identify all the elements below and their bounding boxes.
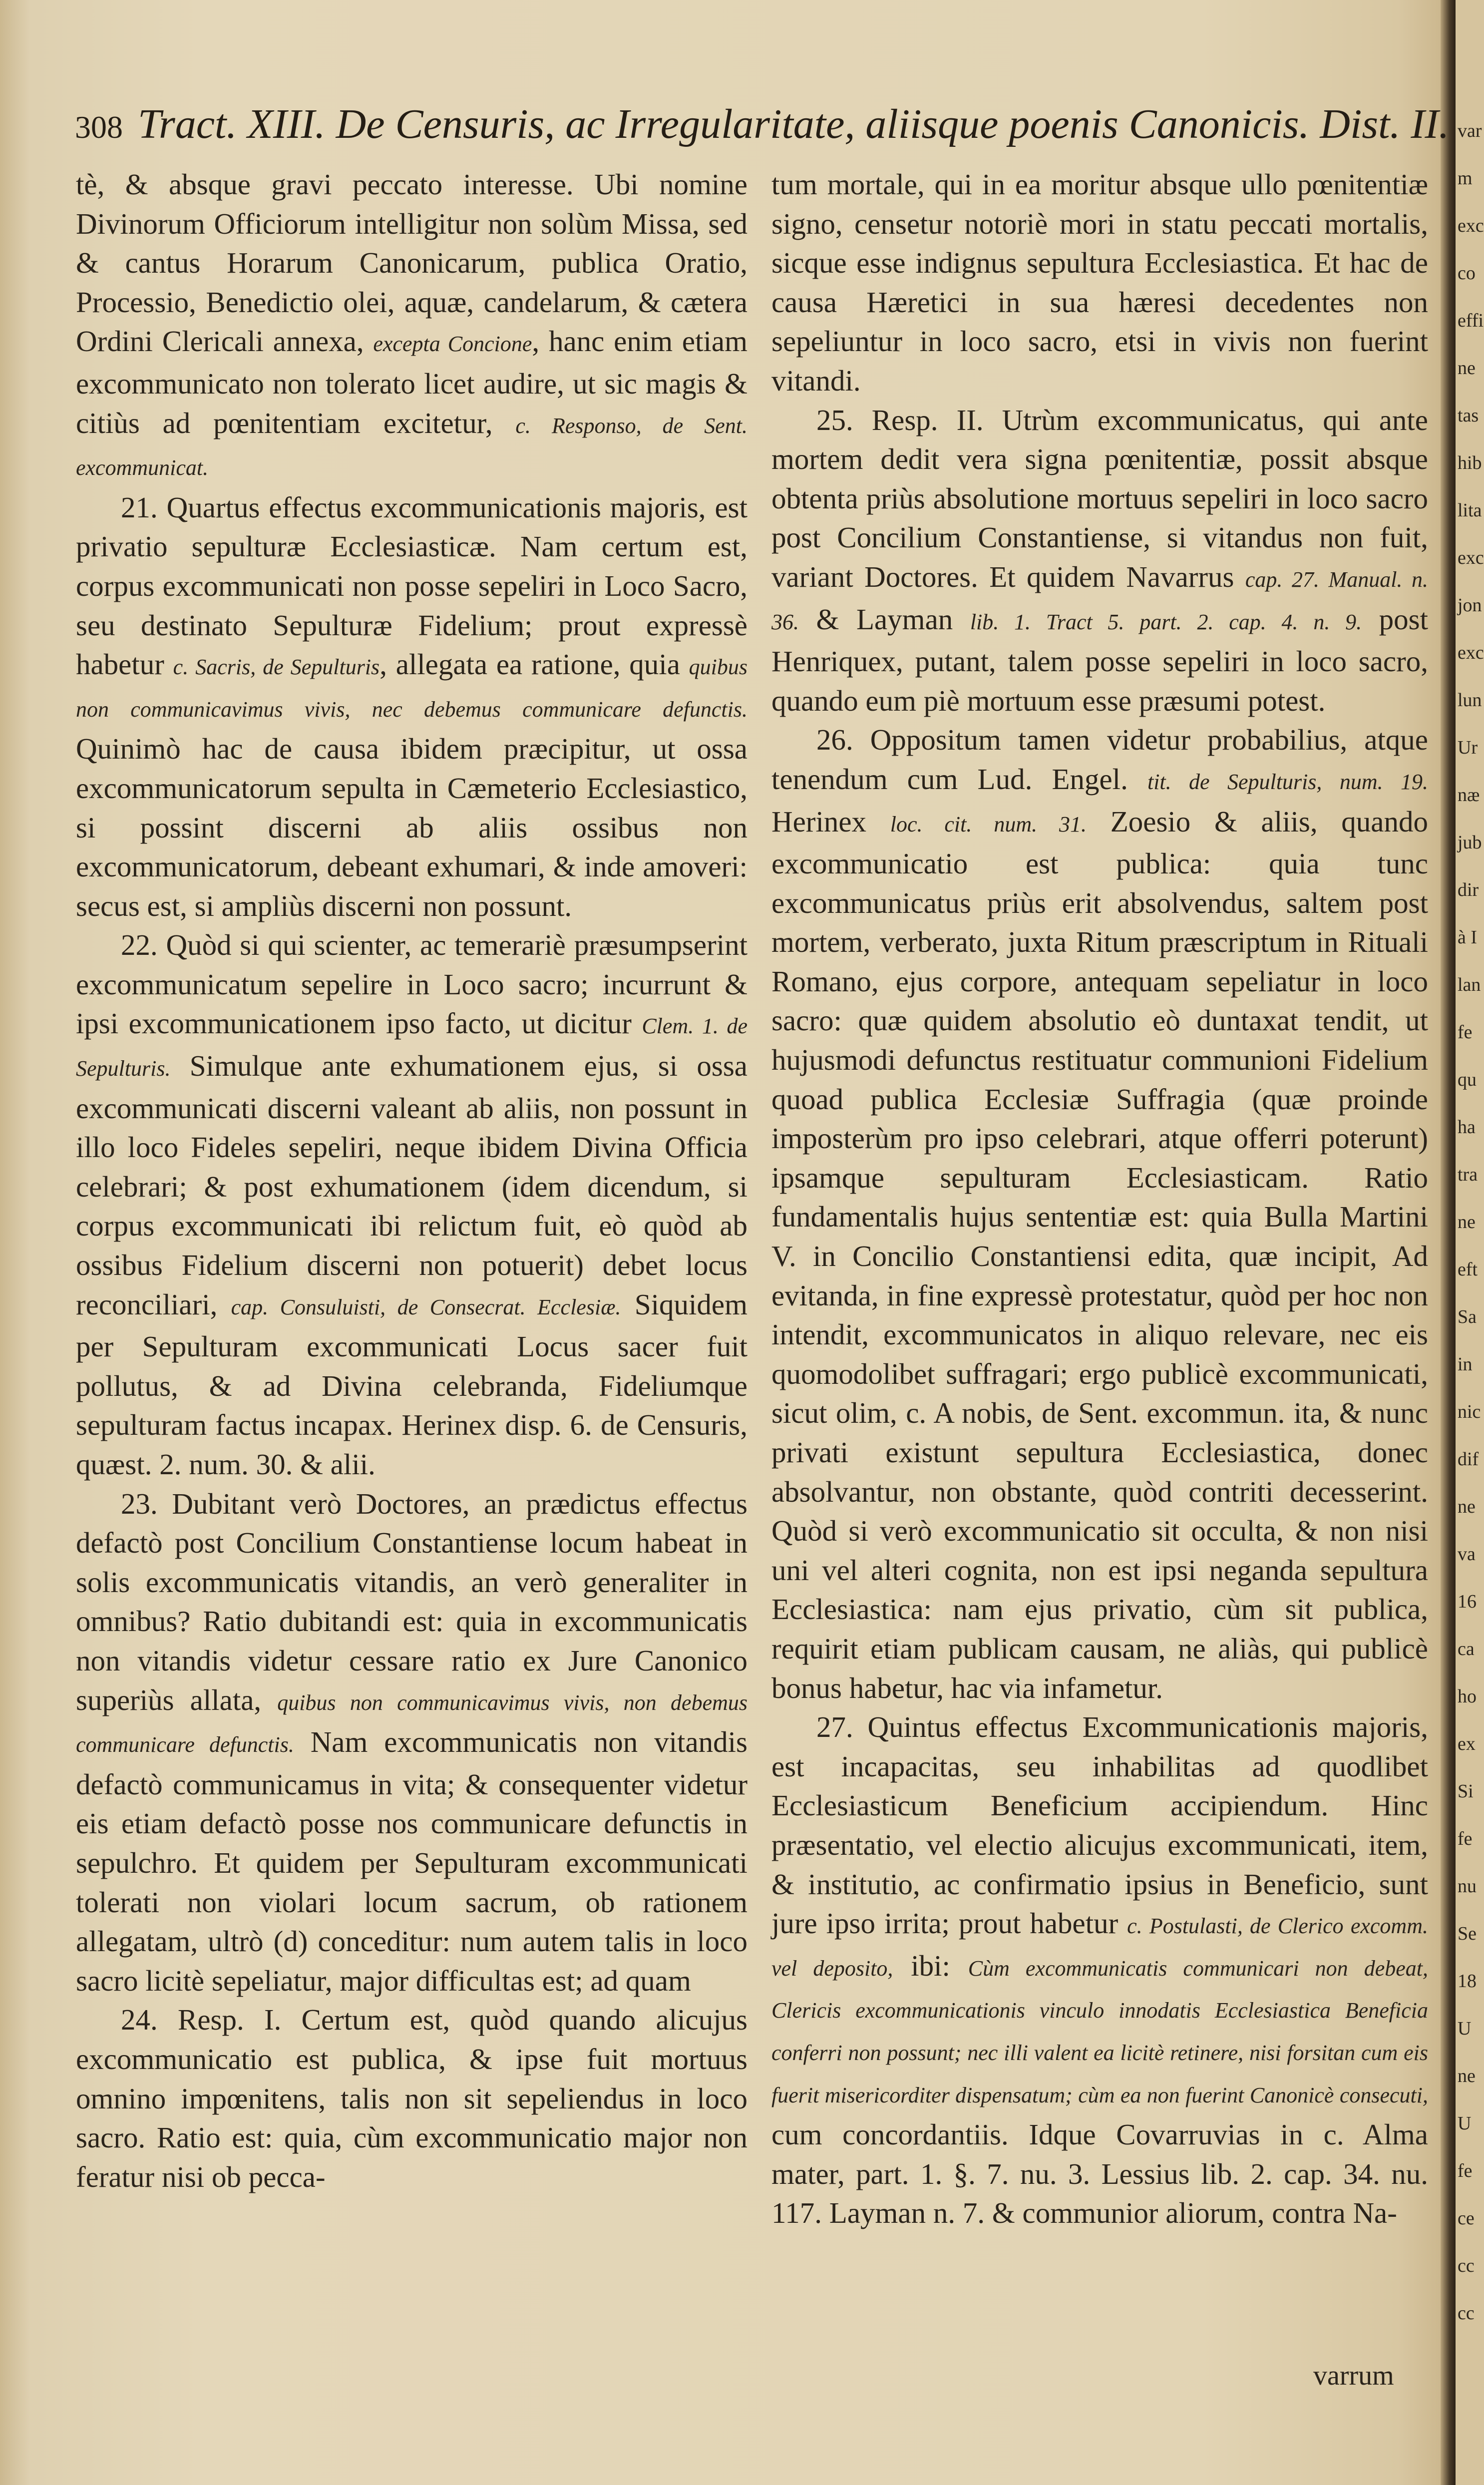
facing-page-edge [1456, 0, 1484, 2485]
right-column [771, 165, 1428, 2233]
citation-text: Clem. 1. de Sepulturis. [76, 1014, 748, 1081]
facing-page-fragment: ne [1458, 358, 1476, 379]
paragraph [771, 720, 1428, 1707]
citation-text: cap. Consuluisti, de Consecrat. Ecclesiæ. [231, 1294, 621, 1319]
facing-page-fragment: m [1458, 168, 1473, 189]
facing-page-fragment: hib [1458, 452, 1482, 473]
citation-text: c. Postulasti, de Clerico excomm. vel deposito, [771, 1914, 1428, 1981]
citation-text: lib. 1. Tract 5. part. 2. cap. 4. n. 9. [970, 609, 1362, 634]
facing-page-fragment: jon [1458, 595, 1482, 616]
paragraph [76, 488, 747, 926]
facing-page-fragment: ne [1458, 1212, 1476, 1233]
left-column [76, 165, 747, 2196]
citation-text: cap. 27. Manual. n. 36. [771, 567, 1428, 634]
facing-page-fragment: effi [1458, 310, 1484, 331]
facing-page-fragment: ca [1458, 1639, 1475, 1659]
facing-page-fragment: lun [1458, 690, 1482, 711]
facing-page-fragment: in [1458, 1354, 1473, 1375]
body-text: 21. Quartus effectus excommunicationis majoris, est privatio sepulturæ Ecclesiasticæ. Nam certum est, corpus excommunicati non posse sepeliri in Loco Sacro, seu destinato Sepulturæ Fidelium; prout expressè habetur [76, 490, 747, 681]
facing-page-fragment: Sa [1458, 1306, 1477, 1327]
facing-page-fragment: næ [1458, 785, 1480, 806]
body-text: Simulque ante exhumationem ejus, si ossa excommunicati discerni valeant ab aliis, non possunt in illo loco Fideles sepeliri, neque ibidem Divina Officia celebrari; & post exhumationem (idem dicendum, si corpus excommunicati ibi relictum fuit, eò quòd ab ossibus Fidelium discerni non potuerit) debet locus reconciliari, [76, 1049, 747, 1321]
running-header [75, 100, 1450, 160]
facing-page-fragment: fe [1458, 1828, 1473, 1849]
book-gutter [1441, 0, 1456, 2485]
facing-page-fragment: nic [1458, 1401, 1481, 1422]
body-text: ibi: [893, 1949, 968, 1982]
facing-page-fragment: exc [1458, 642, 1484, 663]
facing-page-fragment: ex [1458, 1733, 1476, 1754]
body-text: Siquidem per Sepulturam excommunicati Locus sacer fuit pollutus, & ad Divina celebranda, Fideliumque sepulturam factus incapax. Herinex disp. 6. de Censuris, quæst. 2. num. 30. & alii. [76, 1287, 747, 1481]
facing-page-fragment: tas [1458, 405, 1479, 426]
facing-page-fragment: ce [1458, 2208, 1475, 2229]
body-text: 27. Quintus effectus Excommunicationis majoris, est incapacitas, seu inhabilitas ad quodlibet Ecclesiasticum Beneficium accipiendum. Hinc præsentatio, vel electio alicujus excommunicati, item, & institutio, ac confirmatio ipsius in Beneficio, sunt jure ipso irrita; prout habetur [771, 1710, 1428, 1940]
facing-page-fragment: cc [1458, 2303, 1475, 2324]
paragraph [76, 165, 747, 488]
facing-page-fragment: U [1458, 2113, 1472, 2134]
facing-page-fragment: 18 [1458, 1971, 1477, 1992]
citation-text: quibus non communicavimus vivis, non debemus communicare defunctis. [76, 1690, 748, 1757]
paragraph [771, 165, 1428, 401]
facing-page-fragment: ne [1458, 2066, 1476, 2086]
citation-text: excepta Concione [373, 332, 532, 357]
facing-page-fragment: tra [1458, 1164, 1478, 1185]
body-text: 23. Dubitant verò Doctores, an prædictus effectus defactò post Concilium Constantiense locum habeat in solis excommunicatis vitandis, an verò generaliter in omnibus? Ratio dubitandi est: quia in excommunicatis non vitandis videtur cessare ratio ex Jure Canonico superiùs allata, [76, 1487, 747, 1716]
facing-page-fragment: Se [1458, 1923, 1477, 1944]
facing-page-fragment: qu [1458, 1069, 1477, 1090]
citation-text: loc. cit. num. 31. [890, 812, 1087, 836]
facing-page-fragment: jub [1458, 832, 1482, 853]
facing-page-fragment: nu [1458, 1876, 1477, 1897]
facing-page-fragment: à I [1458, 927, 1478, 948]
running-title: Tract. XIII. De Censuris, ac Irregularitate, aliisque poenis Canonicis. Dist. II. [138, 101, 1450, 147]
body-text: 22. Quòd si qui scienter, ac temerariè præsumpserint excommunicatum sepelire in Loco sacro; incurrunt & ipsi excommunicationem ipso facto, ut dicitur [76, 928, 747, 1040]
body-text: tè, & absque gravi peccato interesse. Ubi nomine Divinorum Officiorum intelligitur non solùm Missa, sed & cantus Horarum Canonicarum, publica Oratio, Processio, Benedictio olei, aquæ, candelarum, & cætera Ordini Clericali annexa, [76, 168, 747, 358]
body-text: , allegata ea ratione, quia [379, 648, 689, 681]
body-text: 26. Oppositum tamen videtur probabilius, atque tenendum cum Lud. Engel. [771, 723, 1428, 796]
facing-page-fragment: var [1458, 120, 1482, 141]
facing-page-fragment: lan [1458, 974, 1481, 995]
facing-page-fragment: dif [1458, 1449, 1479, 1470]
body-text: cum concordantiis. Idque Covarruvias in c. Alma mater, part. 1. §. 7. nu. 3. Lessius lib. 2. cap. 34. nu. 117. Layman n. 7. & communior aliorum, contra Na- [771, 2118, 1428, 2230]
facing-page-fragment: ne [1458, 1496, 1476, 1517]
facing-page-fragment: fe [1458, 2160, 1473, 2181]
facing-page-fragment: eft [1458, 1259, 1478, 1280]
body-text: Herinex [771, 805, 890, 838]
facing-page-fragment: lita [1458, 500, 1482, 521]
facing-page-fragment: va [1458, 1544, 1476, 1565]
facing-page-fragment: exc [1458, 547, 1484, 568]
body-text: 24. Resp. I. Certum est, quòd quando alicujus excommunicatio est publica, & ipse fuit mortuus omnino impœnitens, talis non sit sepeliendus in loco sacro. Ratio est: quia, cùm excommunicatio major non feratur nisi ob pecca- [76, 2003, 747, 2193]
body-text: & Layman [799, 602, 970, 636]
paragraph [771, 1707, 1428, 2233]
body-text: Nam excommunicatis non vitandis defactò communicamus in vita; & consequenter videtur eis etiam defactò posse nos communicare defunctis in sepulchro. Et quidem per Sepulturam excommunicati tolerati non violari locum sacrum, ob rationem allegatam, ultrò (d) conceditur: num autem talis in loco sacro licitè sepeliatur, major difficultas est; ad quam [76, 1725, 747, 1997]
paragraph [771, 401, 1428, 721]
citation-text: quibus non communicavimus vivis, nec debemus communicare defunctis. [76, 655, 747, 722]
facing-page-fragment: 16 [1458, 1591, 1477, 1612]
facing-page-fragment: ha [1458, 1117, 1476, 1138]
paragraph [76, 1484, 747, 2001]
facing-page-fragment: dir [1458, 879, 1479, 900]
body-text: tum mortale, qui in ea moritur absque ullo pœnitentiæ signo, censetur notoriè mori in statu peccati mortalis, sicque esse indignus sepultura Ecclesiastica. Et hac de causa Hæretici in sua hæresi decedentes non sepeliuntur in loco sacro, etsi in vivis non fuerint vitandi. [771, 168, 1428, 397]
citation-text: c. Responso, de Sent. excommunicat. [76, 413, 747, 480]
facing-page-fragment: cc [1458, 2255, 1475, 2276]
facing-page-fragment: Ur [1458, 737, 1478, 758]
body-text: Quinimò hac de causa ibidem præcipitur, ut ossa excommunicatorum sepulta in Cæmeterio Ecclesiastico, si possint discerni ab aliis ossibus non excommunicatorum, debeant exhumari, & inde amoveri: secus est, si ampliùs discerni non possunt. [76, 732, 747, 922]
body-text: , hanc enim etiam excommunicato non tolerato licet audire, ut sic magis & citiùs ad pœnitentiam excitetur, [76, 325, 747, 439]
paragraph [76, 925, 747, 1484]
facing-page-fragment: Si [1458, 1781, 1474, 1802]
citation-text: c. Sacris, de Sepulturis [173, 655, 380, 680]
facing-page-fragment: co [1458, 263, 1476, 284]
paragraph [76, 2000, 747, 2196]
body-text: 25. Resp. II. Utrùm excommunicatus, qui ante mortem dedit vera signa pœnitentiæ, possit absque obtenta priùs absolutione mortuus sepeliri in loco sacro post Concilium Constantiense, si vitandus non fuit, variant Doctores. Et quidem Navarrus [771, 403, 1428, 593]
body-text: post Henriquex, putant, talem posse sepeliri in loco sacro, quando eum piè mortuum esse præsumi potest. [771, 602, 1429, 717]
body-text: Zoesio & aliis, quando excommunicatio est publica: quia tunc excommunicatus priùs erit absolvendus, saltem post mortem, verberato, juxta Ritum præscriptum in Rituali Romano, ejus corpore, antequam sepeliatur in loco sacro: quæ quidem absolutio eò duntaxat tendit, ut hujusmodi defunctus restituatur communioni Fidelium quoad publica Ecclesiæ Suffragia (quæ proinde imposterùm pro ipso celebrari, atque offerri poterunt) ipsamque sepulturam Ecclesiasticam. Ratio fundamentalis hujus sententiæ est: quia Bulla Martini V. in Concilio Constantiensi edita, quæ incipit, Ad evitanda, in fine expressè protestatur, quòd per hoc non intendit, excommunicatos in aliquo relevare, nec eis quomodolibet suffragari; ergo publicè excommunicati, sicut olim, c. A nobis, de Sent. excommun. ita, & nunc privati existunt sepultura Ecclesiastica, donec absolvantur, non obstante, quòd contriti decesserint. Quòd si verò excommunicatio sit occulta, & non nisi uni vel alteri cognita, non est ipsi neganda sepultura Ecclesiastica: nam ejus privatio, cùm sit publica, requirit etiam publicam causam, ne aliàs, qui publicè bonus habetur, hac via infametur. [771, 805, 1428, 1704]
facing-page-fragment: exc [1458, 215, 1484, 236]
facing-page-fragment: ho [1458, 1686, 1477, 1707]
citation-text: Cùm excommunicatis communicari non debeat, Clericis excommunicationis vinculo innodatis Ecclesiastica Beneficia conferri non possunt; nec illi valent ea licitè retinere, nisi forsitan cum eis fuerit misericorditer dispensatum; cùm ea non fuerint Canonicè consecuti, [771, 1956, 1428, 2107]
page-number: 308 [75, 109, 123, 145]
catchword: varrum [1313, 2360, 1394, 2391]
citation-text: tit. de Sepulturis, num. 19. [1147, 769, 1428, 794]
facing-page-fragment: fe [1458, 1022, 1473, 1043]
facing-page-fragment: U [1458, 2018, 1472, 2039]
